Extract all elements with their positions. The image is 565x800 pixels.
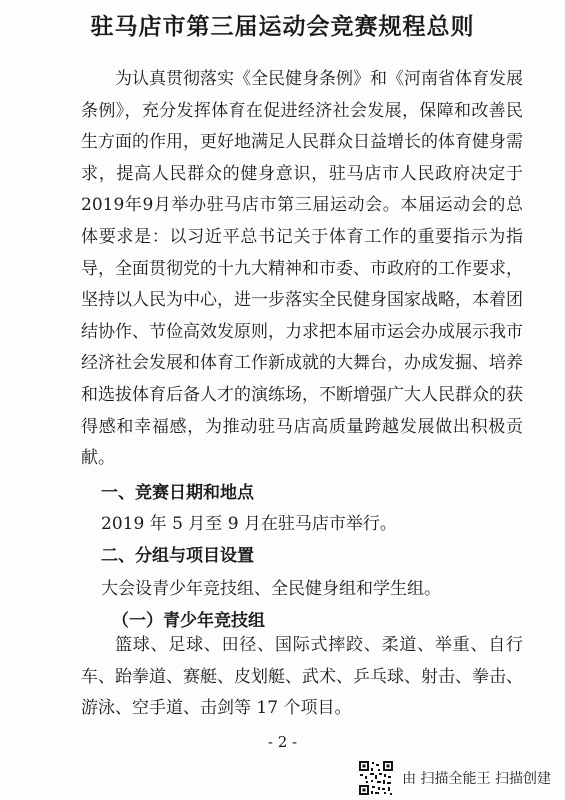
section-heading-groups: 二、分组与项目设置 bbox=[101, 546, 254, 566]
document-title: 驻马店市第三届运动会竞赛规程总则 bbox=[90, 14, 475, 40]
section-text-dates: 2019 年 5 月至 9 月在驻马店市举行。 bbox=[101, 514, 397, 534]
qr-code-icon bbox=[358, 760, 394, 796]
scanner-watermark bbox=[358, 760, 551, 796]
section-text-groups: 大会设青少年竞技组、全民健身组和学生组。 bbox=[101, 579, 441, 599]
section-heading-dates: 一、竞赛日期和地点 bbox=[101, 483, 254, 503]
scanner-caption: 由 扫描全能王 扫描创建 bbox=[402, 771, 551, 787]
sports-list-paragraph: 篮球、足球、田径、国际式摔跤、柔道、举重、自行车、跆拳道、赛艇、皮划艇、武术、乒乓球、射击、拳击、游泳、空手道、击剑等 17 个项目。 bbox=[81, 635, 523, 719]
subsection-heading-youth: （一）青少年竞技组 bbox=[112, 611, 265, 631]
intro-paragraph: 为认真贯彻落实《全民健身条例》和《河南省体育发展条例》，充分发挥体育在促进经济社会发展，保障和改善民生方面的作用，更好地满足人民群众日益增长的体育健身需求，提高人民群众的健身意识，驻马店市人民政府决定于2019年9月举办驻马店市第三届运动会。本届运动会的总体要求是：以习近平总书记关于体育工作的重要指示为指导，全面贯彻党的十九大精神和市委、市政府的工作要求，坚持以人民为中心，进一步落实全民健身国家战略，本着团结协作、节俭高效发原则，力求把本届市运会办成展示我市经济社会发展和体育工作新成就的大舞台，办成发掘、培养和选拔体育后备人才的演练场，不断增强广大人民群众的获得感和幸福感，为推动驻马店高质量跨越发展做出积极贡献。 bbox=[81, 69, 523, 469]
page-number: - 2 - bbox=[267, 733, 298, 751]
